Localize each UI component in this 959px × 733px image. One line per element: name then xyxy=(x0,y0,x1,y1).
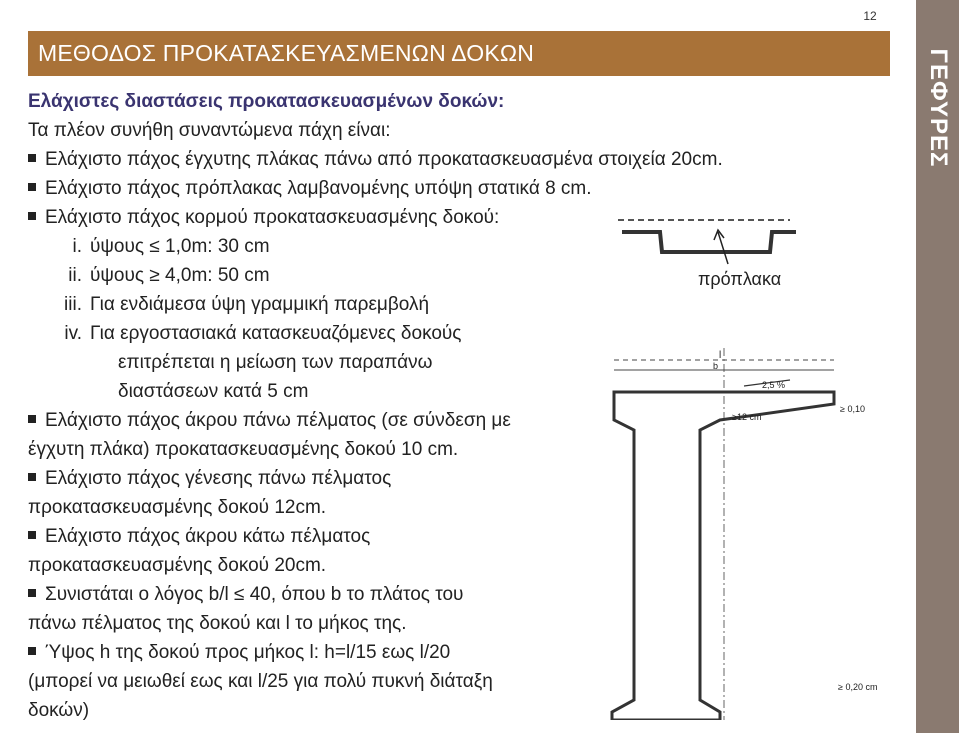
side-label: ΓΕΦΥΡΕΣ xyxy=(924,48,952,168)
min-12cm-label: ≥12 cm xyxy=(732,412,762,422)
sub-number: ii. xyxy=(68,265,82,286)
sub-number: i. xyxy=(72,236,82,257)
bullet-icon xyxy=(28,154,36,162)
title-bar xyxy=(28,31,890,76)
bullet-text: Ελάχιστο πάχος κορμού προκατασκευασμένης δοκού: xyxy=(45,207,500,228)
i-beam-section xyxy=(612,348,877,720)
bullet-item xyxy=(28,410,511,432)
min-010-label: ≥ 0,10 xyxy=(840,404,865,414)
sub-item xyxy=(20,236,270,258)
sub-text: Για ενδιάμεσα ύψη γραμμική παρεμβολή xyxy=(90,294,430,315)
width-label: b xyxy=(713,361,719,371)
page-number: 12 xyxy=(863,9,877,23)
intro-text: Τα πλέον συνήθη συναντώμενα πάχη είναι: xyxy=(28,120,391,141)
bullet-icon xyxy=(28,212,36,220)
bullet-icon xyxy=(28,647,36,655)
slope-label: 2,5 % xyxy=(762,380,786,390)
bullet-icon xyxy=(28,531,36,539)
beam-diagram xyxy=(600,200,900,720)
bullet-icon xyxy=(28,473,36,481)
bullet-continuation: δοκών) xyxy=(28,700,90,721)
slab-section xyxy=(618,220,796,289)
bullet-continuation: (μπορεί να μειωθεί εως και l/25 για πολύ πυκνή διάταξη xyxy=(28,671,493,692)
bullet-continuation: προκατασκευασμένης δοκού 12cm. xyxy=(28,497,327,518)
bullet-item xyxy=(28,584,463,606)
bullet-text: Συνιστάται ο λόγος b/l ≤ 40, όπου b το πλάτος του xyxy=(45,584,464,605)
bullet-icon xyxy=(28,183,36,191)
bullet-text: Ελάχιστο πάχος άκρου κάτω πέλματος xyxy=(45,526,371,547)
side-band xyxy=(916,0,959,733)
bullet-text: Ελάχιστο πάχος γένεσης πάνω πέλματος xyxy=(45,468,392,489)
length-label: l xyxy=(719,350,722,361)
min-020-label: ≥ 0,20 cm xyxy=(838,682,878,692)
bullet-item xyxy=(28,149,723,171)
bullet-item xyxy=(28,178,592,200)
sub-number: iv. xyxy=(64,323,82,344)
sub-item xyxy=(20,323,461,345)
sub-text: ύψους ≤ 1,0m: 30 cm xyxy=(90,236,270,257)
sub-text: ύψους ≥ 4,0m: 50 cm xyxy=(90,265,270,286)
sub-continuation: επιτρέπεται η μείωση των παραπάνω xyxy=(118,352,433,373)
bullet-continuation: έγχυτη πλάκα) προκατασκευασμένης δοκού 10 cm. xyxy=(28,439,459,460)
bullet-icon xyxy=(28,415,36,423)
bullet-continuation: πάνω πέλματος της δοκού και l το μήκος της. xyxy=(28,613,407,634)
bullet-text: Ύψος h της δοκού προς μήκος l: h=l/15 εως l/20 xyxy=(45,642,451,663)
bullet-item xyxy=(28,526,370,548)
sub-text: Για εργοστασιακά κατασκευαζόμενες δοκούς xyxy=(90,323,462,344)
bullet-item xyxy=(28,468,391,490)
proplaka-label: πρόπλακα xyxy=(698,269,782,289)
sub-number: iii. xyxy=(64,294,82,315)
bullet-icon xyxy=(28,589,36,597)
bullet-text: Ελάχιστο πάχος πρόπλακας λαμβανομένης υπόψη στατικά 8 cm. xyxy=(45,178,592,199)
bullet-text: Ελάχιστο πάχος άκρου πάνω πέλματος (σε σύνδεση με xyxy=(45,410,511,431)
sub-continuation: διαστάσεων κατά 5 cm xyxy=(118,381,309,402)
sub-item xyxy=(20,265,270,287)
section-heading: Ελάχιστες διαστάσεις προκατασκευασμένων δοκών: xyxy=(28,91,505,112)
bullet-item xyxy=(28,642,450,664)
page-title: ΜΕΘΟΔΟΣ ΠΡΟΚΑΤΑΣΚΕΥΑΣΜΕΝΩΝ ΔΟΚΩΝ xyxy=(38,40,535,66)
bullet-item xyxy=(28,207,499,229)
bullet-text: Ελάχιστο πάχος έγχυτης πλάκας πάνω από προκατασκευασμένα στοιχεία 20cm. xyxy=(45,149,723,170)
sub-item xyxy=(20,294,429,316)
bullet-continuation: προκατασκευασμένης δοκού 20cm. xyxy=(28,555,327,576)
